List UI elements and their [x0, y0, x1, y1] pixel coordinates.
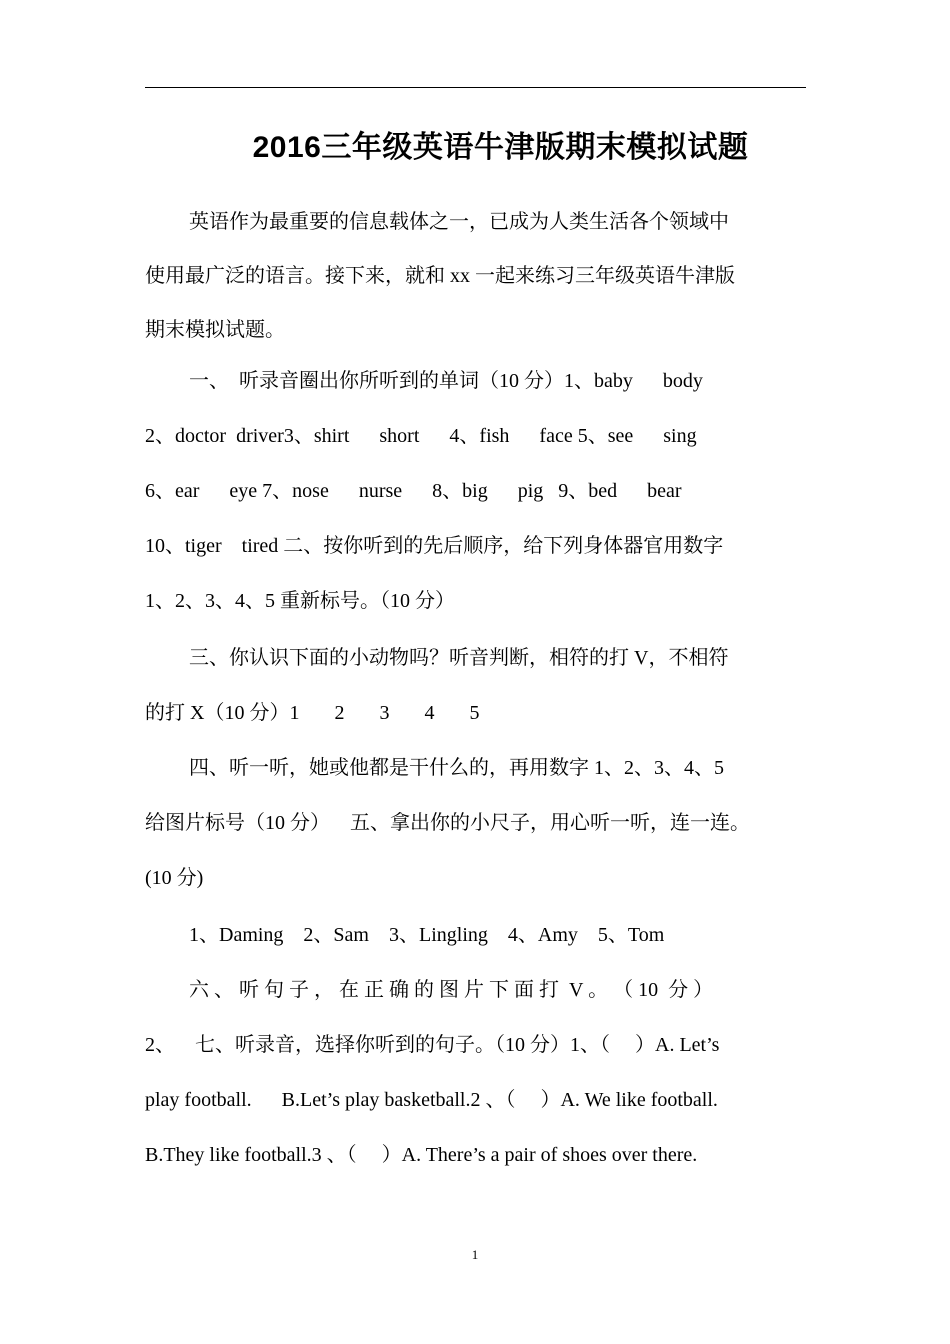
paragraph-line: 的打 X（10 分）1 2 3 4 5 — [145, 702, 480, 724]
paragraph-line: 一、 听录音圈出你所听到的单词（10 分）1、baby body — [189, 370, 703, 392]
paragraph-line: 1、Daming 2、Sam 3、Lingling 4、Amy 5、Tom — [189, 924, 665, 946]
header-rule — [145, 87, 806, 88]
paragraph-line: (10 分) — [145, 867, 204, 889]
paragraph-line: 1、2、3、4、5 重新标号。（10 分） — [145, 590, 455, 612]
paragraph-line: 2、 七、听录音，选择你听到的句子。（10 分）1、（ ）A. Let’s — [145, 1034, 720, 1056]
page-title: 2016三年级英语牛津版期末模拟试题 — [252, 131, 749, 164]
paragraph-line: B.They like football.3 、（ ）A. There’s a pair of shoes over there. — [145, 1144, 698, 1166]
paragraph-line: 六 、 听 句 子 ， 在 正 确 的 图 片 下 面 打 V 。 （ 10 分 ） — [189, 979, 714, 1001]
paragraph-line: 英语作为最重要的信息载体之一，已成为人类生活各个领域中 — [189, 211, 729, 233]
paragraph-line: 使用最广泛的语言。接下来，就和 xx 一起来练习三年级英语牛津版 — [145, 265, 735, 287]
paragraph-line: play football. B.Let’s play basketball.2 、（ ）A. We like football. — [145, 1089, 718, 1111]
paragraph-line: 三、你认识下面的小动物吗？听音判断，相符的打 V，不相符 — [189, 647, 729, 669]
page-number: 1 — [471, 1247, 479, 1262]
paragraph-line: 6、ear eye 7、nose nurse 8、big pig 9、bed bear — [145, 480, 682, 502]
paragraph-line: 期末模拟试题。 — [145, 319, 285, 341]
paragraph-line: 给图片标号（10 分） 五、拿出你的小尺子，用心听一听，连一连。 — [145, 812, 750, 834]
paragraph-line: 10、tiger tired 二、按你听到的先后顺序，给下列身体器官用数字 — [145, 535, 724, 557]
paragraph-line: 2、doctor driver3、shirt short 4、fish face 5、see sing — [145, 425, 697, 447]
paragraph-line: 四、听一听，她或他都是干什么的，再用数字 1、2、3、4、5 — [189, 757, 724, 779]
